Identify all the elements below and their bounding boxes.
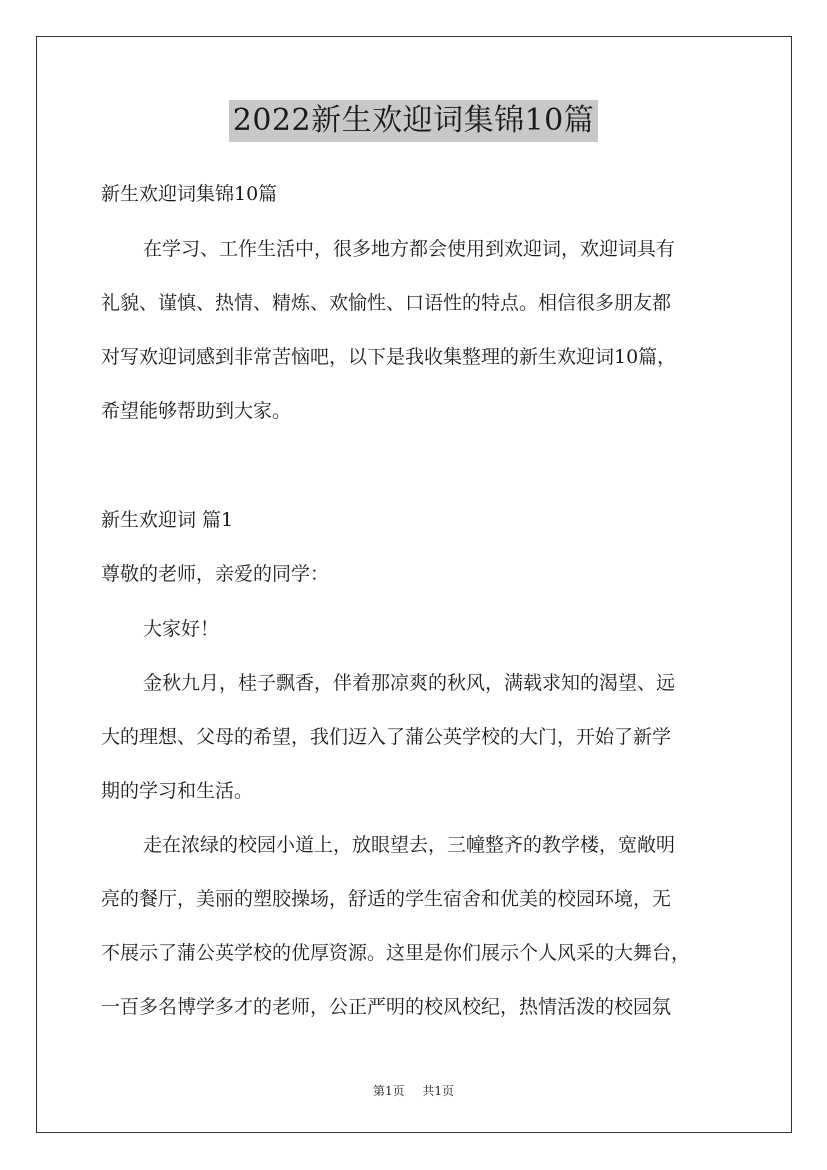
paragraph2-line-3: 不展示了蒲公英学校的优厚资源。这里是你们展示个人风采的大舞台， (101, 942, 691, 964)
paragraph1-line-2: 大的理想、父母的希望，我们迈入了蒲公英学校的大门，开始了新学 (101, 726, 672, 748)
intro-line-1: 在学习、工作生活中，很多地方都会使用到欢迎词，欢迎词具有 (143, 238, 676, 260)
paragraph1-line-3: 期的学习和生活。 (101, 780, 254, 802)
greeting: 大家好！ (143, 618, 220, 640)
document-title: 2022新生欢迎词集锦10篇 (229, 100, 599, 142)
intro-line-3: 对写欢迎词感到非常苦恼吧，以下是我收集整理的新生欢迎词10篇， (101, 346, 677, 368)
page-total: 共1页 (422, 1084, 454, 1098)
salutation: 尊敬的老师，亲爱的同学： (101, 563, 330, 585)
paragraph2-line-2: 亮的餐厅，美丽的塑胶操场，舒适的学生宿舍和优美的校园环境，无 (101, 888, 672, 910)
page-footer (0, 1083, 827, 1099)
paragraph2-line-1: 走在浓绿的校园小道上，放眼望去，三幢整齐的教学楼，宽敞明 (143, 834, 676, 856)
paragraph1-line-1: 金秋九月，桂子飘香，伴着那凉爽的秋风，满载求知的渴望、远 (143, 672, 676, 694)
paragraph2-line-4: 一百多名博学多才的老师，公正严明的校风校纪，热情活泼的校园氛 (101, 996, 672, 1018)
intro-line-2: 礼貌、谨慎、热情、精炼、欢愉性、口语性的特点。相信很多朋友都 (101, 292, 672, 314)
subtitle: 新生欢迎词集锦10篇 (101, 183, 278, 205)
page-number: 第1页 (373, 1084, 405, 1098)
section-heading: 新生欢迎词 篇1 (101, 509, 234, 531)
title-container (0, 100, 827, 142)
intro-line-4: 希望能够帮助到大家。 (101, 400, 292, 422)
